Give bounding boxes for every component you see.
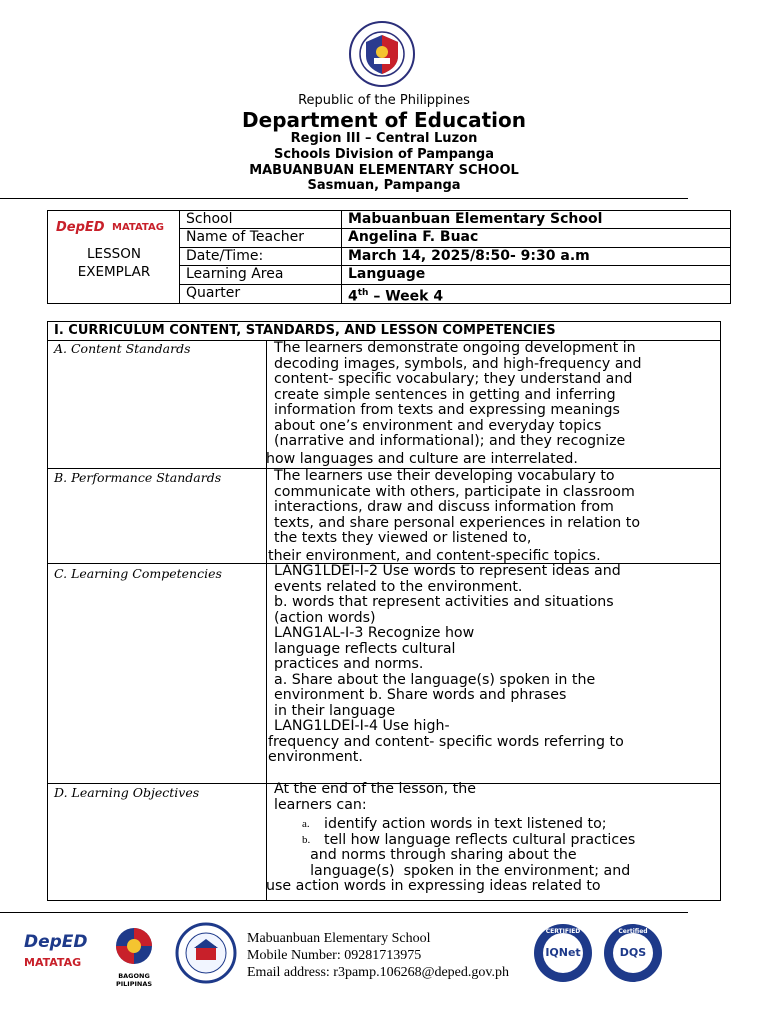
value-quarter: 4th – Week 4	[348, 287, 444, 303]
value-school: Mabuanbuan Elementary School	[342, 211, 730, 229]
value-learning-area: Language	[342, 266, 730, 284]
republic-text: Republic of the Philippines	[298, 93, 470, 108]
footer-school: Mabuanbuan Elementary School	[247, 931, 431, 946]
header-divider	[0, 198, 688, 199]
department-title: Department of Education	[242, 108, 526, 132]
label-quarter: Quarter	[186, 284, 241, 301]
label-school: School	[180, 211, 341, 229]
location-text: Sasmuan, Pampanga	[307, 178, 461, 193]
info-values	[342, 211, 730, 303]
bagong-pilipinas-icon	[102, 922, 166, 968]
curriculum-title: I. CURRICULUM CONTENT, STANDARDS, AND LESSON COMPETENCIES	[48, 322, 720, 341]
dqs-cert-badge: Certified DQS	[600, 922, 666, 984]
content-standards-label: A. Content Standards	[54, 341, 191, 356]
division-text: Schools Division of Pampanga	[273, 147, 494, 162]
label-datetime: Date/Time:	[180, 248, 341, 266]
value-teacher: Angelina F. Buac	[342, 229, 730, 247]
deped-logo: DepED	[56, 220, 105, 235]
performance-standards-label: B. Performance Standards	[54, 470, 222, 485]
bagong-pilipinas-logo: BAGONG PILIPINAS	[102, 922, 166, 980]
lesson-info-table	[47, 210, 731, 304]
performance-standards-text: The learners use their developing vocabulary to communicate with others, participate in classroom interactions, draw and discuss information from texts, and share personal experiences in relation to the texts they viewed or listened to, their environment, and content-specific topics.	[268, 468, 641, 564]
region-text: Region III – Central Luzon	[290, 131, 478, 146]
footer-contact	[247, 930, 509, 981]
school-seal-icon	[172, 922, 240, 984]
learning-competencies-text: LANG1LDEI-I-2 Use words to represent ideas and events related to the environment. b. words that represent activities and situations (action words) LANG1AL-I-3 Recognize how language reflects cultural practices and norms. a. Share about the language(s) spoken in the environment b. Share words and phrases in their language LANG1LDEI-I-4 Use high- frequency and content- specific words referring to environment.	[268, 563, 624, 765]
list-item: a. identify action words in text listened to;	[302, 816, 607, 832]
school-name-header: MABUANBUAN ELEMENTARY SCHOOL	[249, 163, 519, 178]
list-item: b. tell how language reflects cultural practices	[302, 831, 636, 848]
content-standards-text: The learners demonstrate ongoing development in decoding images, symbols, and high-frequency and content- specific vocabulary; they understand and create simple sentences in getting and inferring information from texts and expressing meanings about one’s environment and everyday topics (narrative and informational); and they recognize how languages and culture are interrelated.	[266, 340, 642, 467]
value-datetime: March 14, 2025/8:50- 9:30 a.m	[342, 248, 730, 266]
curriculum-table	[47, 321, 721, 901]
logo-cell	[48, 211, 180, 303]
iqnet-cert-badge: CERTIFIED IQNet	[530, 922, 596, 984]
learning-objectives-label: D. Learning Objectives	[54, 785, 200, 800]
info-labels	[180, 211, 342, 303]
footer-mobile: Mobile Number: 09281713975	[247, 948, 422, 963]
lesson-label: LESSON	[87, 246, 141, 262]
learning-objectives-text: At the end of the lesson, the learners can: a. identify action words in text listened to; b. tell how language reflects cultural practices and norms through sharing about the language(s) spoken in the environment; and use action words in expressing ideas related to	[274, 782, 714, 895]
footer-deped-logo: DepED MATATAG	[24, 932, 88, 969]
column-divider	[266, 341, 267, 900]
label-teacher: Name of Teacher	[180, 229, 341, 247]
matatag-logo: MATATAG	[112, 222, 164, 233]
learning-competencies-label: C. Learning Competencies	[54, 566, 222, 581]
footer-divider	[0, 912, 688, 913]
deped-seal-icon	[348, 20, 416, 88]
exemplar-label: EXEMPLAR	[77, 264, 151, 280]
footer-email: Email address: r3pamp.106268@deped.gov.ph	[247, 965, 509, 980]
objectives-list	[274, 817, 714, 848]
label-learning-area: Learning Area	[180, 266, 341, 284]
